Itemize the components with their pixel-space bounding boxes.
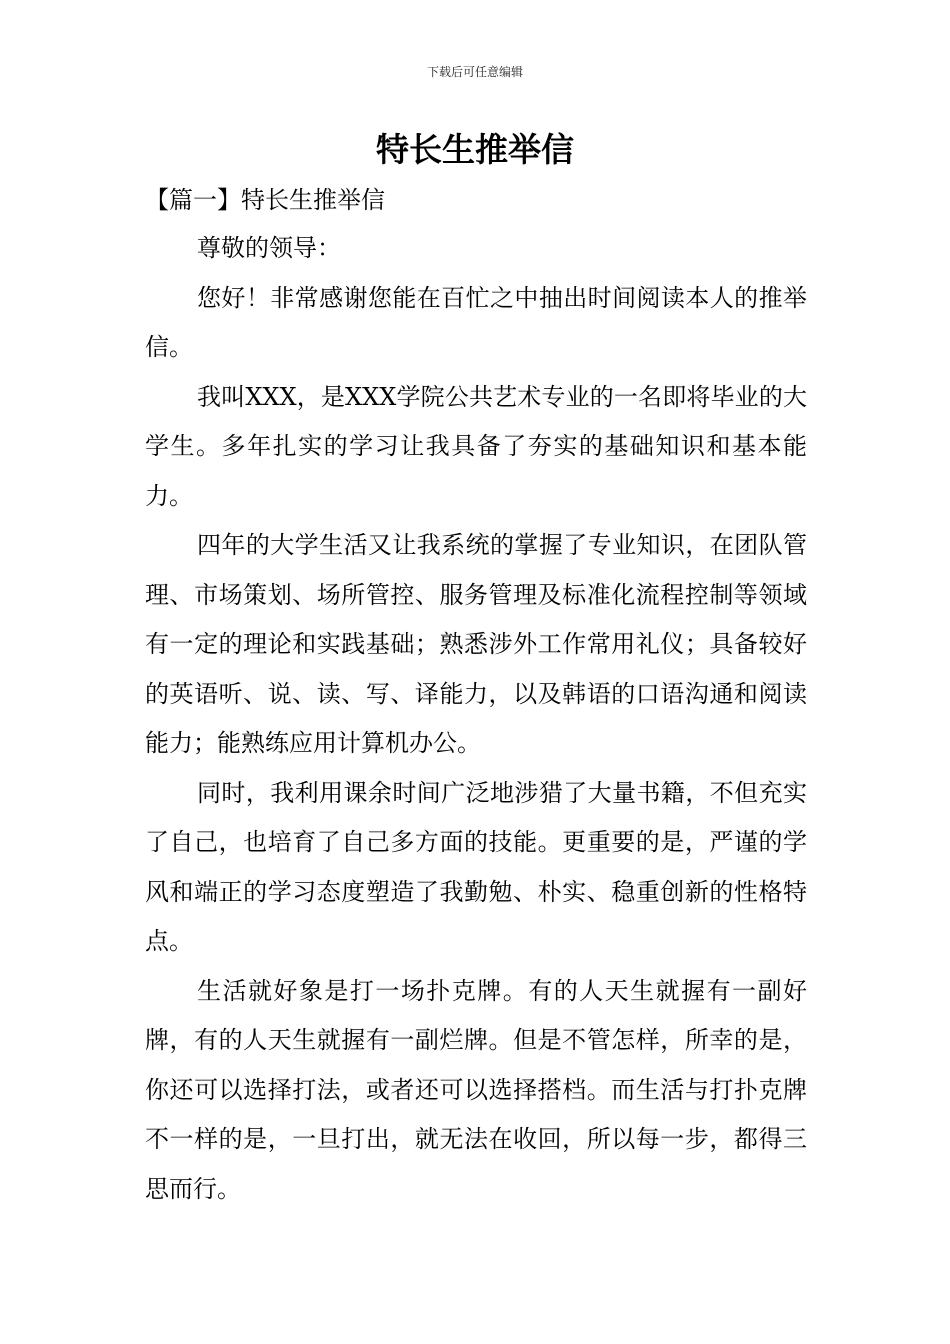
life-philosophy-paragraph: 生活就好象是打一场扑克牌。有的人天生就握有一副好牌，有的人天生就握有一副烂牌。但是不管怎样，所幸的是，你还可以选择打法，或者还可以选择搭档。而生活与打扑克牌不一样的是，一旦打出，就无法在收回，所以每一步，都得三思而行。: [145, 976, 807, 1203]
greeting-paragraph: 尊敬的领导：: [197, 234, 341, 262]
skills-paragraph: 四年的大学生活又让我系统的掌握了专业知识，在团队管理、市场策划、场所管控、服务管理及标准化流程控制等领域有一定的理论和实践基础；熟悉涉外工作常用礼仪；具备较好的英语听、说、读、写、译能力，以及韩语的口语沟通和阅读能力；能熟练应用计算机办公。: [145, 531, 807, 757]
document-title: 特长生推举信: [376, 130, 574, 169]
introduction-paragraph: 我叫XXX，是XXX学院公共艺术专业的一名即将毕业的大学生。多年扎实的学习让我具备了夯实的基础知识和基本能力。: [145, 382, 807, 510]
opening-paragraph: 您好！非常感谢您能在百忙之中抽出时间阅读本人的推举信。: [145, 283, 807, 361]
document-body: [145, 176, 807, 1214]
section-subtitle: 【篇一】特长生推举信: [145, 186, 385, 214]
character-paragraph: 同时，我利用课余时间广泛地涉猎了大量书籍，不但充实了自己，也培育了自己多方面的技能。更重要的是，严谨的学风和端正的学习态度塑造了我勤勉、朴实、稳重创新的性格特点。: [145, 778, 807, 955]
header-note: 下载后可任意编辑: [426, 65, 523, 79]
